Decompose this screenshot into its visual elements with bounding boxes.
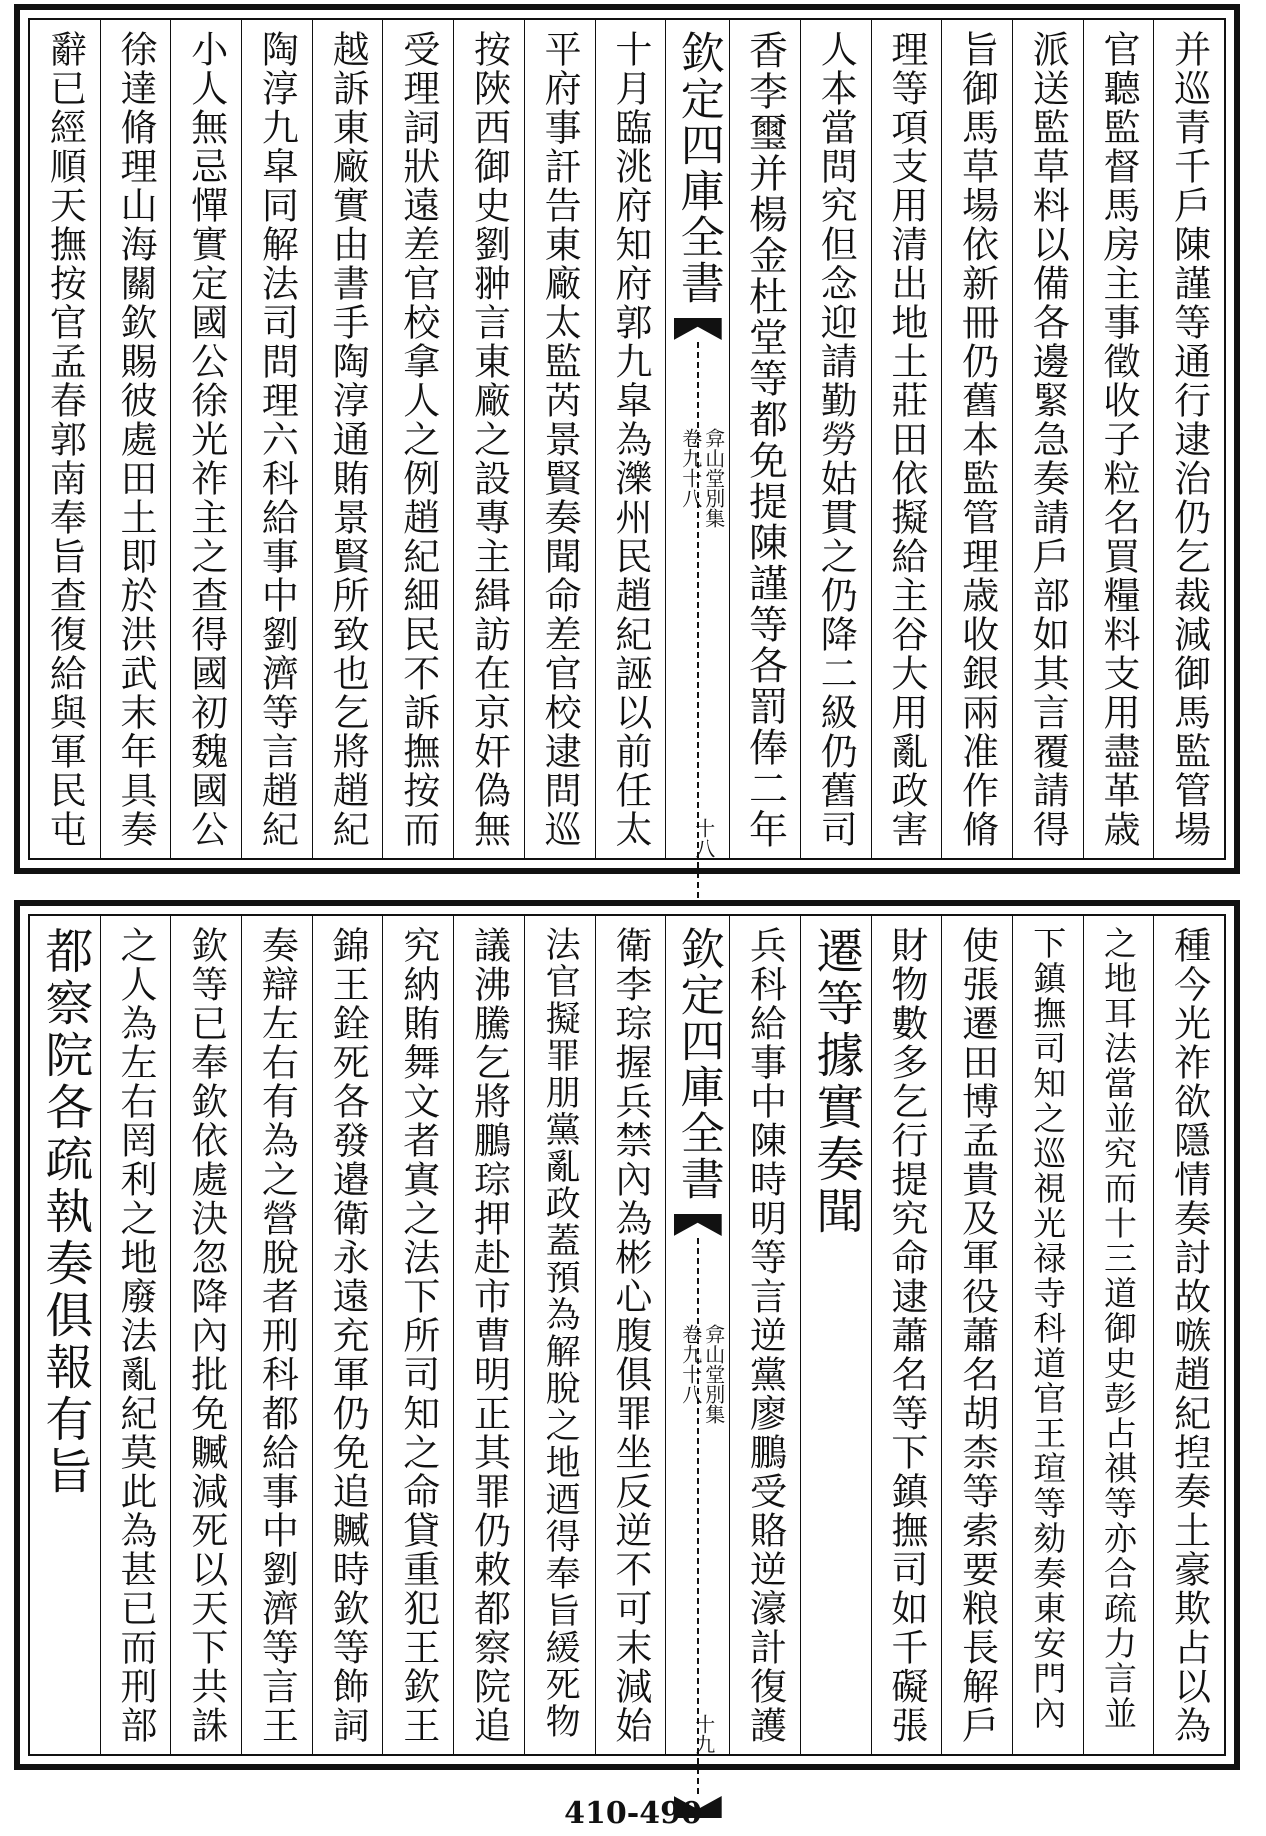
column-text: 辭已經順天撫按官孟春郭南奉旨查復給與軍民屯 bbox=[43, 30, 87, 849]
collection-title: 欽定四庫全書 bbox=[672, 926, 724, 1202]
page-footer-number: 410-490 bbox=[564, 1796, 702, 1831]
text-column bbox=[729, 20, 800, 858]
text-column bbox=[595, 20, 666, 858]
upper-page bbox=[14, 4, 1240, 874]
column-text: 錦王銓死各發邉衛永遠充軍仍免追贓時欽等飾詞 bbox=[326, 926, 370, 1745]
column-text: 平府事訐告東廠太監芮景賢奏聞命差官校逮問巡 bbox=[538, 30, 582, 849]
column-text: 派送監草料以備各邊緊急奏請戶部如其言覆請得 bbox=[1026, 30, 1070, 849]
text-column bbox=[382, 916, 453, 1754]
column-text: 理等項支用清出地土莊田依擬給主谷大用亂政害 bbox=[884, 30, 928, 849]
text-column bbox=[170, 20, 241, 858]
column-text: 受理詞狀遠差官校拿人之例趙紀細民不訴撫按而 bbox=[396, 30, 440, 849]
text-column bbox=[30, 20, 100, 858]
upper-page-columns bbox=[28, 18, 1226, 860]
column-text: 奏辯左右有為之營脫者刑科都給事中劉濟等言王 bbox=[255, 926, 299, 1745]
column-text: 欽等已奉欽依處決忽降內批免贓減死以天下共誅 bbox=[184, 926, 228, 1745]
text-column bbox=[30, 916, 100, 1754]
book-title: 弇山堂別集 bbox=[701, 1324, 726, 1424]
text-column bbox=[170, 916, 241, 1754]
column-text: 究納賄舞文者寘之法下所司知之命貸重犯王欽王 bbox=[396, 926, 440, 1745]
text-column bbox=[241, 916, 312, 1754]
leaf-number: 十九 bbox=[691, 1714, 716, 1754]
text-column bbox=[100, 916, 171, 1754]
text-column bbox=[1083, 916, 1154, 1754]
text-column bbox=[312, 20, 383, 858]
column-text: 小人無忌憚實定國公徐光祚主之查得國初魏國公 bbox=[184, 30, 228, 849]
column-text: 香李璽并楊金杜堂等都免提陳謹等各罰俸二年 bbox=[742, 30, 788, 850]
text-column bbox=[800, 20, 871, 858]
column-text: 越訴東廠實由書手陶淳通賄景賢所致也乞將趙紀 bbox=[326, 30, 370, 849]
column-text: 下鎮撫司知之巡視光禄寺科道官王瑄等劾奏東安門內 bbox=[1028, 926, 1068, 1731]
column-text: 之地耳法當並究而十三道御史彭占祺等亦合疏力言並 bbox=[1098, 926, 1138, 1731]
column-text: 陶淳九皐同解法司問理六科給事中劉濟等言趙紀 bbox=[255, 30, 299, 849]
text-column bbox=[382, 20, 453, 858]
volume-label: 卷九十八 bbox=[678, 1324, 703, 1404]
text-column bbox=[312, 916, 383, 1754]
book-title: 弇山堂別集 bbox=[701, 428, 726, 528]
text-column bbox=[100, 20, 171, 858]
text-column bbox=[800, 916, 871, 1754]
column-text: 法官擬罪朋黨亂政蓋預為解脫之地迺得奉旨緩死物 bbox=[540, 926, 581, 1740]
text-column bbox=[1083, 20, 1154, 858]
text-column bbox=[871, 20, 942, 858]
text-column bbox=[1012, 20, 1083, 858]
column-text: 兵科給事中陳時明等言逆黨廖鵬受賂逆濠計復護 bbox=[743, 926, 787, 1745]
column-text: 遷等據實奏聞 bbox=[807, 926, 864, 1238]
column-text: 議沸騰乞將鵬琮押赴市曹明正其罪仍敕都察院追 bbox=[467, 926, 511, 1745]
center-fold-column bbox=[665, 916, 729, 1754]
column-text: 使張遷田博孟貴及軍役蕭名胡柰等索要粮長解戶 bbox=[955, 926, 999, 1745]
center-fold-column bbox=[665, 20, 729, 858]
column-text: 徐達脩理山海關欽賜彼處田土即於洪武末年具奏 bbox=[114, 30, 158, 849]
text-column bbox=[1153, 916, 1224, 1754]
column-text: 按陜西御史劉翀言東廠之設專主緝訪在京奸偽無 bbox=[467, 30, 511, 849]
column-text: 人本當問究但念迎請勤勞姑貫之仍降二級仍舊司 bbox=[814, 30, 858, 849]
lower-page-columns bbox=[28, 914, 1226, 1756]
column-text: 之人為左右罔利之地廢法亂紀莫此為甚已而刑部 bbox=[114, 926, 158, 1745]
column-text: 財物數多乞行提究命逮蕭名等下鎮撫司如千礙張 bbox=[884, 926, 928, 1745]
column-text: 十月臨洮府知府郭九皐為濼州民趙紀誣以前任太 bbox=[608, 30, 652, 849]
text-column bbox=[453, 916, 524, 1754]
text-column bbox=[453, 20, 524, 858]
column-text: 都察院各疏執奏俱報有旨 bbox=[36, 926, 93, 1498]
column-text: 種今光祚欲隱情奏討故嗾趙紀揑奏土豪欺占以為 bbox=[1167, 926, 1211, 1745]
text-column bbox=[941, 916, 1012, 1754]
lower-page bbox=[14, 900, 1240, 1770]
text-column bbox=[595, 916, 666, 1754]
leaf-number: 十八 bbox=[691, 818, 716, 858]
text-column bbox=[241, 20, 312, 858]
text-column bbox=[871, 916, 942, 1754]
text-column bbox=[1012, 916, 1083, 1754]
column-text: 旨御馬草場依新冊仍舊本監管理歳收銀兩准作脩 bbox=[955, 30, 999, 849]
text-column bbox=[729, 916, 800, 1754]
text-column bbox=[524, 20, 595, 858]
volume-label: 卷九十八 bbox=[678, 428, 703, 508]
text-column bbox=[941, 20, 1012, 858]
column-text: 衛李琮握兵禁內為彬心腹俱罪坐反逆不可末減始 bbox=[608, 926, 652, 1745]
collection-title: 欽定四庫全書 bbox=[672, 30, 724, 306]
text-column bbox=[524, 916, 595, 1754]
text-column bbox=[1153, 20, 1224, 858]
column-text: 官聽監督馬房主事徵收子粒名買糧料支用盡革歳 bbox=[1096, 30, 1140, 849]
column-text: 并巡青千戶陳謹等通行逮治仍乞裁減御馬監管場 bbox=[1167, 30, 1211, 849]
